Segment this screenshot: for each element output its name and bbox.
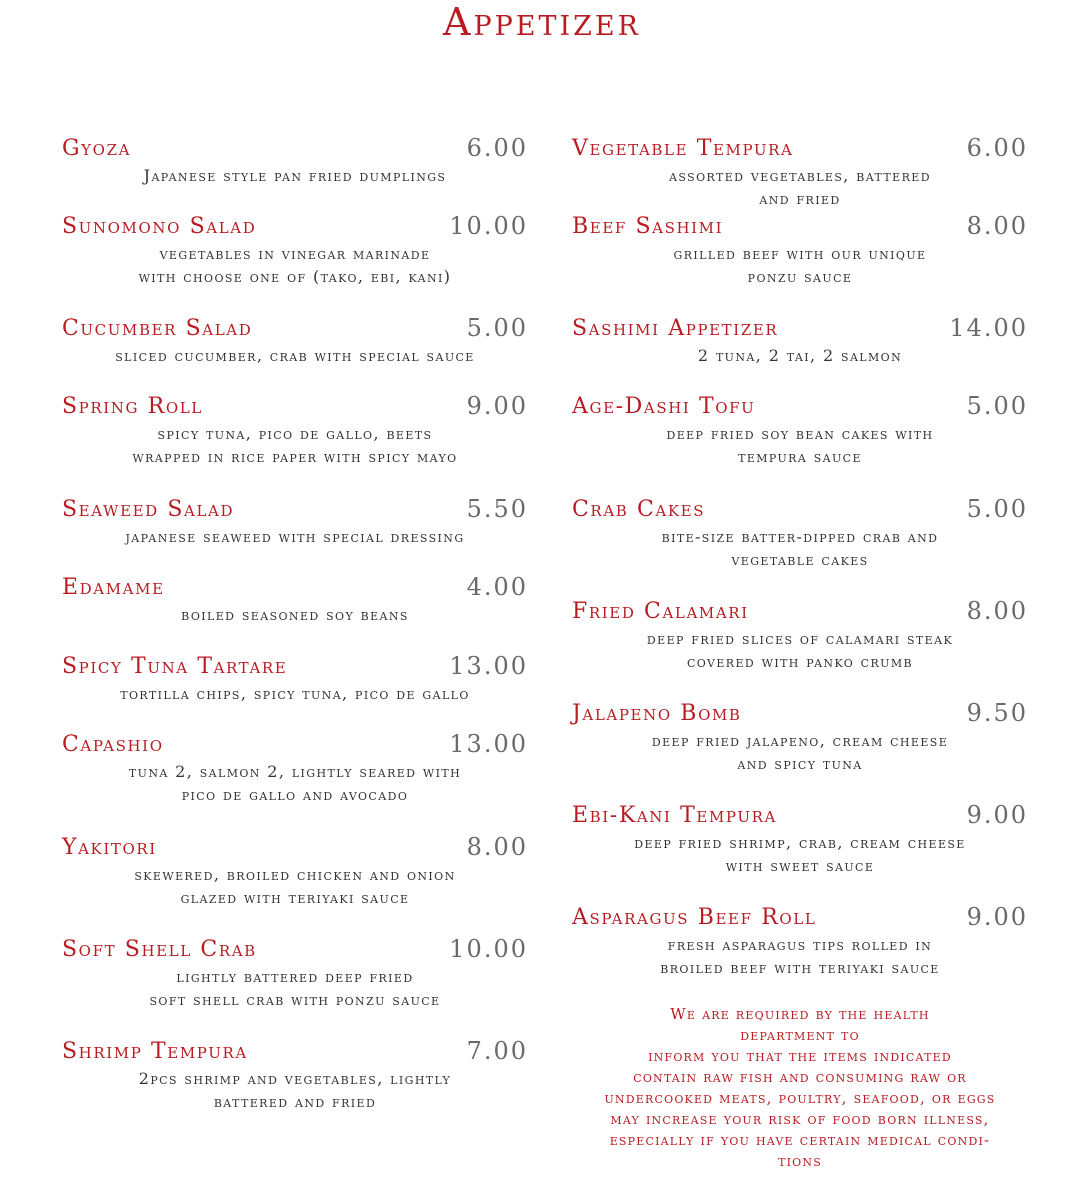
menu-item-price: 14.00 bbox=[949, 314, 1028, 342]
menu-item bbox=[572, 905, 1028, 979]
menu-item bbox=[572, 497, 1028, 571]
menu-item-header bbox=[62, 1039, 528, 1067]
menu-item-price: 13.00 bbox=[449, 730, 528, 758]
health-notice bbox=[572, 1004, 1028, 1172]
notice-line: may increase your risk of food born illness, bbox=[610, 1110, 990, 1128]
menu-item bbox=[62, 835, 528, 909]
menu-item-header bbox=[62, 316, 528, 344]
description-line: broiled beef with teriyaki sauce bbox=[660, 958, 940, 977]
description-line: tuna 2, salmon 2, lightly seared with bbox=[128, 762, 462, 781]
menu-item-name: Sashimi Appetizer bbox=[572, 316, 779, 341]
menu-item-description bbox=[62, 525, 528, 548]
menu-item bbox=[62, 732, 528, 806]
menu-item-price: 8.00 bbox=[466, 833, 528, 861]
menu-item-price: 5.00 bbox=[466, 314, 528, 342]
menu-item-price: 9.00 bbox=[966, 801, 1028, 829]
description-line: tempura sauce bbox=[738, 447, 862, 466]
menu-item-description bbox=[62, 682, 528, 705]
menu-item-header bbox=[572, 599, 1028, 627]
description-line: vegetables in vinegar marinade bbox=[159, 244, 431, 263]
notice-line: contain raw fish and consuming raw or bbox=[633, 1068, 967, 1086]
menu-item-description bbox=[572, 933, 1028, 979]
description-line: deep fried jalapeno, cream cheese bbox=[651, 731, 949, 750]
menu-item-name: Spicy Tuna Tartare bbox=[62, 654, 288, 679]
menu-item-description bbox=[572, 729, 1028, 775]
menu-item-name: Crab Cakes bbox=[572, 497, 706, 522]
menu-item-price: 9.50 bbox=[966, 699, 1028, 727]
menu-item-header bbox=[62, 136, 528, 164]
menu-item-header bbox=[572, 803, 1028, 831]
menu-item-description bbox=[572, 831, 1028, 877]
description-line: deep fried slices of calamari steak bbox=[646, 629, 954, 648]
menu-item-header bbox=[62, 654, 528, 682]
menu-item-name: Jalapeno Bomb bbox=[572, 701, 742, 726]
description-line: and spicy tuna bbox=[737, 754, 863, 773]
menu-item bbox=[62, 394, 528, 468]
menu-item-description bbox=[572, 344, 1028, 367]
menu-item-price: 5.00 bbox=[966, 392, 1028, 420]
menu-item-description bbox=[572, 525, 1028, 571]
menu-item-description bbox=[62, 164, 528, 187]
description-line: soft shell crab with ponzu sauce bbox=[149, 990, 441, 1009]
description-line: japanese seaweed with special dressing bbox=[125, 527, 465, 546]
menu-item-price: 8.00 bbox=[966, 597, 1028, 625]
description-line: grilled beef with our unique bbox=[673, 244, 927, 263]
menu-item-description bbox=[62, 965, 528, 1011]
menu-item-header bbox=[62, 497, 528, 525]
menu-title: Appetizer bbox=[443, 0, 641, 44]
menu-item-description bbox=[62, 760, 528, 806]
notice-line: especially if you have certain medical condi- bbox=[609, 1131, 991, 1149]
menu-item-description bbox=[572, 422, 1028, 468]
description-line: Japanese style pan fried dumplings bbox=[143, 166, 447, 185]
menu-item-name: Shrimp Tempura bbox=[62, 1039, 248, 1064]
description-line: with choose one of (tako, ebi, kani) bbox=[138, 267, 452, 286]
description-line: vegetable cakes bbox=[731, 550, 869, 569]
menu-item-name: Gyoza bbox=[62, 136, 132, 161]
notice-line: We are required by the health bbox=[670, 1005, 930, 1023]
menu-item-name: Ebi-Kani Tempura bbox=[572, 803, 777, 828]
menu-item-price: 9.00 bbox=[466, 392, 528, 420]
menu-item-header bbox=[62, 835, 528, 863]
menu-item-header bbox=[62, 214, 528, 242]
menu-item bbox=[62, 497, 528, 548]
menu-item-description bbox=[62, 422, 528, 468]
menu-item-header bbox=[572, 701, 1028, 729]
menu-item-name: Beef Sashimi bbox=[572, 214, 724, 239]
description-line: 2 tuna, 2 tai, 2 salmon bbox=[697, 346, 903, 365]
menu-item-price: 5.00 bbox=[966, 495, 1028, 523]
menu-item bbox=[62, 575, 528, 626]
menu-item-name: Spring Roll bbox=[62, 394, 203, 419]
menu-item-header bbox=[572, 497, 1028, 525]
menu-item bbox=[572, 214, 1028, 288]
menu-item bbox=[62, 654, 528, 705]
menu-item-price: 10.00 bbox=[449, 212, 528, 240]
description-line: lightly battered deep fried bbox=[176, 967, 414, 986]
description-line: wrapped in rice paper with spicy mayo bbox=[132, 447, 458, 466]
menu-item-header bbox=[572, 316, 1028, 344]
menu-item bbox=[62, 937, 528, 1011]
menu-item bbox=[572, 394, 1028, 468]
menu-item-price: 8.00 bbox=[966, 212, 1028, 240]
description-line: skewered, broiled chicken and onion bbox=[134, 865, 456, 884]
menu-item-price: 5.50 bbox=[466, 495, 528, 523]
menu-item-price: 9.00 bbox=[966, 903, 1028, 931]
menu-item-header bbox=[572, 214, 1028, 242]
menu-item-header bbox=[62, 732, 528, 760]
notice-line: tions bbox=[778, 1152, 822, 1170]
description-line: 2pcs shrimp and vegetables, lightly bbox=[138, 1069, 452, 1088]
description-line: assorted vegetables, battered bbox=[669, 166, 931, 185]
menu-item-name: Fried Calamari bbox=[572, 599, 749, 624]
menu-item-name: Edamame bbox=[62, 575, 165, 600]
menu-item-description bbox=[572, 242, 1028, 288]
menu-item-description bbox=[62, 603, 528, 626]
menu-item-name: Vegetable Tempura bbox=[572, 136, 794, 161]
menu-item-name: Capashio bbox=[62, 732, 164, 757]
menu-item bbox=[62, 136, 528, 187]
menu-item bbox=[572, 701, 1028, 775]
menu-item bbox=[62, 214, 528, 288]
menu-item-header bbox=[572, 136, 1028, 164]
menu-item-name: Asparagus Beef Roll bbox=[572, 905, 817, 930]
menu-item-price: 6.00 bbox=[966, 134, 1028, 162]
menu-item-price: 13.00 bbox=[449, 652, 528, 680]
menu-item bbox=[572, 599, 1028, 673]
menu-item-price: 10.00 bbox=[449, 935, 528, 963]
menu-item-price: 6.00 bbox=[466, 134, 528, 162]
menu-item-header bbox=[572, 394, 1028, 422]
notice-line: inform you that the items indicated bbox=[648, 1047, 952, 1065]
description-line: bite-size batter-dipped crab and bbox=[661, 527, 939, 546]
menu-item-name: Soft Shell Crab bbox=[62, 937, 257, 962]
menu-item-description bbox=[62, 242, 528, 288]
menu-item-header bbox=[62, 937, 528, 965]
menu-item-name: Cucumber Salad bbox=[62, 316, 253, 341]
description-line: glazed with teriyaki sauce bbox=[180, 888, 410, 907]
description-line: boiled seasoned soy beans bbox=[181, 605, 409, 624]
menu-item-description bbox=[62, 344, 528, 367]
description-line: deep fried shrimp, crab, cream cheese bbox=[634, 833, 966, 852]
menu-item-header bbox=[62, 575, 528, 603]
description-line: fresh asparagus tips rolled in bbox=[667, 935, 933, 954]
menu-item bbox=[572, 803, 1028, 877]
menu-item-description bbox=[572, 164, 1028, 210]
menu-item-description bbox=[572, 627, 1028, 673]
description-line: sliced cucumber, crab with special sauce bbox=[115, 346, 475, 365]
notice-line: department to bbox=[740, 1026, 860, 1044]
menu-item-description bbox=[62, 863, 528, 909]
notice-line: undercooked meats, poultry, seafood, or eggs bbox=[604, 1089, 996, 1107]
menu-item-header bbox=[572, 905, 1028, 933]
menu-item bbox=[572, 316, 1028, 367]
menu-item-name: Age-Dashi Tofu bbox=[572, 394, 756, 419]
description-line: with sweet sauce bbox=[725, 856, 875, 875]
menu-item-name: Yakitori bbox=[62, 835, 157, 860]
description-line: battered and fried bbox=[213, 1092, 377, 1111]
menu-item-price: 7.00 bbox=[466, 1037, 528, 1065]
description-line: and fried bbox=[759, 189, 841, 208]
menu-item-name: Seaweed Salad bbox=[62, 497, 235, 522]
menu-item bbox=[62, 316, 528, 367]
menu-item bbox=[572, 136, 1028, 210]
menu-item-name: Sunomono Salad bbox=[62, 214, 257, 239]
menu-item-header bbox=[62, 394, 528, 422]
description-line: pico de gallo and avocado bbox=[181, 785, 409, 804]
description-line: spicy tuna, pico de gallo, beets bbox=[157, 424, 433, 443]
description-line: deep fried soy bean cakes with bbox=[666, 424, 934, 443]
menu-item-description bbox=[62, 1067, 528, 1113]
menu-item-price: 4.00 bbox=[466, 573, 528, 601]
description-line: tortilla chips, spicy tuna, pico de gallo bbox=[120, 684, 470, 703]
description-line: covered with panko crumb bbox=[686, 652, 913, 671]
description-line: ponzu sauce bbox=[747, 267, 853, 286]
menu-item bbox=[62, 1039, 528, 1113]
